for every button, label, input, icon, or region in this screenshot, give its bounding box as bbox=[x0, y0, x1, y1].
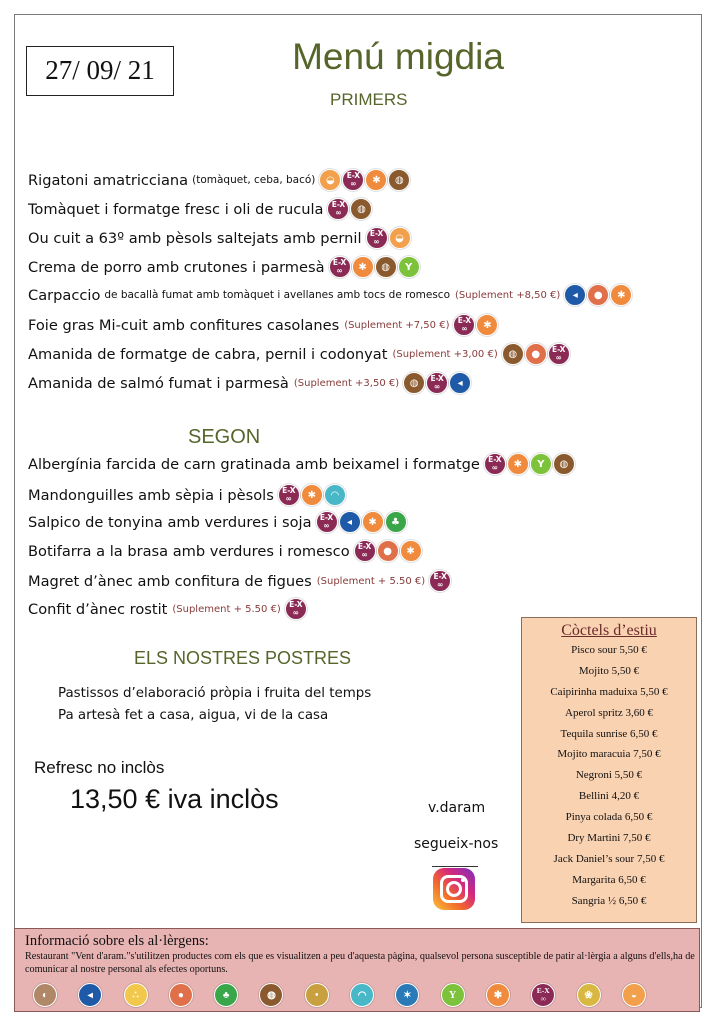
dish-name: Tomàquet i formatge fresc i oli de rucula bbox=[28, 200, 324, 218]
sulfites-icon: E-X ∞ bbox=[429, 570, 451, 592]
dish-supplement: (Suplement +3,00 €) bbox=[392, 348, 498, 360]
section-postres-heading: ELS NOSTRES POSTRES bbox=[134, 648, 352, 668]
follow-us-text: segueix-nos bbox=[414, 836, 499, 852]
dish-row bbox=[28, 570, 452, 592]
cocktail-item: Pinya colada 6,50 € bbox=[565, 811, 653, 824]
dish-allergen-icons bbox=[285, 598, 308, 620]
fish-icon: ◂ bbox=[78, 983, 102, 1007]
dish-name: Botifarra a la brasa amb verdures i romesco bbox=[28, 542, 350, 560]
nuts-icon: ● bbox=[525, 343, 547, 365]
gluten-icon: ✱ bbox=[507, 453, 529, 475]
sulfites-icon: E-X ∞ bbox=[531, 983, 555, 1007]
dish-name: Confit d’ànec rostit bbox=[28, 600, 168, 618]
gluten-icon: ✱ bbox=[400, 540, 422, 562]
dish-allergen-icons bbox=[319, 169, 411, 191]
sulfites-icon: E-X ∞ bbox=[342, 169, 364, 191]
sulfites-icon: E-X ∞ bbox=[278, 484, 300, 506]
dish-row bbox=[28, 227, 412, 249]
mollusc-icon: ◠ bbox=[324, 484, 346, 506]
dish-row bbox=[28, 284, 633, 306]
dish-name: Rigatoni amatricciana bbox=[28, 171, 189, 189]
milk-icon: ◍ bbox=[375, 256, 397, 278]
dish-row bbox=[28, 256, 421, 278]
dish-allergen-icons bbox=[278, 484, 347, 506]
fish-icon: ◂ bbox=[449, 372, 471, 394]
dish-allergen-icons bbox=[502, 343, 571, 365]
milk-icon: ◍ bbox=[403, 372, 425, 394]
dish-allergen-icons bbox=[403, 372, 472, 394]
cocktails-title: Còctels d’estiu bbox=[561, 622, 657, 639]
peanut-icon: ◐ bbox=[33, 983, 57, 1007]
dish-name: Salpico de tonyina amb verdures i soja bbox=[28, 513, 312, 531]
cocktails-box bbox=[521, 617, 697, 923]
dish-allergen-icons bbox=[327, 198, 373, 220]
dish-row bbox=[28, 198, 373, 220]
allergen-info-box bbox=[14, 928, 700, 1012]
sulfites-icon: E-X ∞ bbox=[426, 372, 448, 394]
dish-name: Crema de porro amb crutones i parmesà bbox=[28, 258, 325, 276]
milk-icon: ◍ bbox=[502, 343, 524, 365]
nuts-icon: ● bbox=[169, 983, 193, 1007]
dish-row bbox=[28, 511, 408, 533]
milk-icon: ◍ bbox=[350, 198, 372, 220]
celery-icon: Y bbox=[441, 983, 465, 1007]
divider bbox=[432, 866, 478, 867]
sesame-icon: ∴ bbox=[124, 983, 148, 1007]
egg-icon: ◒ bbox=[622, 983, 646, 1007]
dish-allergen-icons bbox=[484, 453, 576, 475]
cocktail-item: Mojito 5,50 € bbox=[578, 664, 640, 677]
sulfites-icon: E-X ∞ bbox=[329, 256, 351, 278]
dish-allergen-icons bbox=[564, 284, 633, 306]
sulfites-icon: E-X ∞ bbox=[354, 540, 376, 562]
dish-name: Amanida de formatge de cabra, pernil i codonyat bbox=[28, 345, 388, 363]
fish-icon: ◂ bbox=[564, 284, 586, 306]
dish-allergen-icons bbox=[316, 511, 408, 533]
sulfites-icon: E-X ∞ bbox=[366, 227, 388, 249]
postre-line: Pastissos d’elaboració pròpia i fruita del temps bbox=[58, 686, 372, 701]
cocktail-item: Bellini 4,20 € bbox=[578, 790, 640, 803]
dish-name: Mandonguilles amb sèpia i pèsols bbox=[28, 486, 274, 504]
dish-supplement: (Suplement +8,50 €) bbox=[455, 289, 561, 301]
dish-name: Foie gras Mi-cuit amb confitures casolanes bbox=[28, 316, 340, 334]
sulfites-icon: E-X ∞ bbox=[453, 314, 475, 336]
crustacean-icon: ✶ bbox=[395, 983, 419, 1007]
dish-row bbox=[28, 540, 423, 562]
cocktail-item: Negroni 5,50 € bbox=[575, 769, 643, 782]
mollusc-icon: ◠ bbox=[350, 983, 374, 1007]
nuts-icon: ● bbox=[377, 540, 399, 562]
gluten-icon: ✱ bbox=[486, 983, 510, 1007]
cocktail-item: Sangria ½ 6,50 € bbox=[571, 894, 647, 907]
drinks-note: Refresc no inclòs bbox=[34, 758, 165, 777]
cocktail-item: Caipirinha maduixa 5,50 € bbox=[550, 685, 668, 698]
dish-supplement: (Suplement +7,50 €) bbox=[344, 319, 450, 331]
allergen-title: Informació sobre els al·lèrgens: bbox=[25, 933, 209, 949]
dish-name: Amanida de salmó fumat i parmesà bbox=[28, 374, 289, 392]
milk-icon: ◍ bbox=[259, 983, 283, 1007]
cocktail-list bbox=[522, 640, 696, 912]
dish-row bbox=[28, 598, 308, 620]
gluten-icon: ✱ bbox=[365, 169, 387, 191]
egg-icon: ◒ bbox=[319, 169, 341, 191]
instagram-icon[interactable] bbox=[433, 868, 475, 910]
lupin-icon: ❀ bbox=[577, 983, 601, 1007]
milk-icon: ◍ bbox=[388, 169, 410, 191]
soy-icon: ♣ bbox=[214, 983, 238, 1007]
gluten-icon: ✱ bbox=[352, 256, 374, 278]
sulfites-icon: E-X ∞ bbox=[285, 598, 307, 620]
dish-note: (tomàquet, ceba, bacó) bbox=[192, 174, 316, 186]
dish-name: Ou cuit a 63º amb pèsols saltejats amb pernil bbox=[28, 229, 362, 247]
section-segon-heading: SEGON bbox=[188, 426, 261, 448]
dish-row bbox=[28, 484, 347, 506]
celery-icon: Y bbox=[398, 256, 420, 278]
sulfites-icon: E-X ∞ bbox=[316, 511, 338, 533]
restaurant-handle: v.daram bbox=[428, 800, 486, 816]
menu-date: 27/ 09/ 21 bbox=[26, 46, 174, 96]
gluten-icon: ✱ bbox=[476, 314, 498, 336]
dish-allergen-icons bbox=[429, 570, 452, 592]
cocktail-item: Tequila sunrise 6,50 € bbox=[560, 727, 658, 740]
dish-allergen-icons bbox=[329, 256, 421, 278]
dish-row bbox=[28, 453, 576, 475]
cocktail-item: Pisco sour 5,50 € bbox=[571, 644, 647, 656]
nuts-icon: ● bbox=[587, 284, 609, 306]
cocktail-item: Mojito maracuia 7,50 € bbox=[557, 748, 661, 761]
dish-row bbox=[28, 314, 499, 336]
egg-icon: ◒ bbox=[389, 227, 411, 249]
dish-row bbox=[28, 343, 571, 365]
cocktail-item: Dry Martini 7,50 € bbox=[567, 832, 651, 845]
allergen-text: Restaurant "Vent d'aram."s'utilitzen productes com els que es visualitzen a peu d'aquesta pàgina, qualsevol persona susceptible de patir al·lèrgia a alguns d'ells,ha de comunicar al nostre personal als efectes oportuns. bbox=[25, 951, 695, 975]
dish-allergen-icons bbox=[354, 540, 423, 562]
sulfites-icon: E-X ∞ bbox=[484, 453, 506, 475]
menu-price: 13,50 € iva inclòs bbox=[70, 784, 279, 814]
section-primers-heading: PRIMERS bbox=[330, 90, 408, 109]
fish-icon: ◂ bbox=[339, 511, 361, 533]
allergen-icon-row bbox=[33, 983, 667, 1007]
dish-row bbox=[28, 169, 411, 191]
gluten-icon: ✱ bbox=[610, 284, 632, 306]
dish-supplement: (Suplement + 5.50 €) bbox=[172, 603, 281, 615]
dish-name: Magret d’ànec amb confitura de figues bbox=[28, 572, 312, 590]
cocktail-item: Aperol spritz 3,60 € bbox=[565, 706, 653, 719]
milk-icon: ◍ bbox=[553, 453, 575, 475]
celery-icon: Y bbox=[530, 453, 552, 475]
mustard-icon: • bbox=[305, 983, 329, 1007]
dish-supplement: (Suplement +3,50 €) bbox=[293, 377, 400, 389]
dish-allergen-icons bbox=[366, 227, 412, 249]
gluten-icon: ✱ bbox=[362, 511, 384, 533]
sulfites-icon: E-X ∞ bbox=[327, 198, 349, 220]
postre-line: Pa artesà fet a casa, aigua, vi de la casa bbox=[58, 708, 329, 723]
dish-allergen-icons bbox=[453, 314, 499, 336]
cocktail-item: Jack Daniel’s sour 7,50 € bbox=[553, 852, 665, 865]
dish-note: de bacallà fumat amb tomàquet i avellanes amb tocs de romesco bbox=[104, 289, 450, 301]
cocktail-item: Margarita 6,50 € bbox=[572, 873, 646, 886]
dish-supplement: (Suplement + 5.50 €) bbox=[316, 575, 426, 587]
soy-icon: ♣ bbox=[385, 511, 407, 533]
dish-name: Carpaccio bbox=[28, 286, 101, 304]
sulfites-icon: E-X ∞ bbox=[548, 343, 570, 365]
page-title: Menú migdia bbox=[292, 36, 504, 77]
gluten-icon: ✱ bbox=[301, 484, 323, 506]
dish-name: Albergínia farcida de carn gratinada amb beixamel i formatge bbox=[28, 455, 480, 473]
dish-row bbox=[28, 372, 472, 394]
